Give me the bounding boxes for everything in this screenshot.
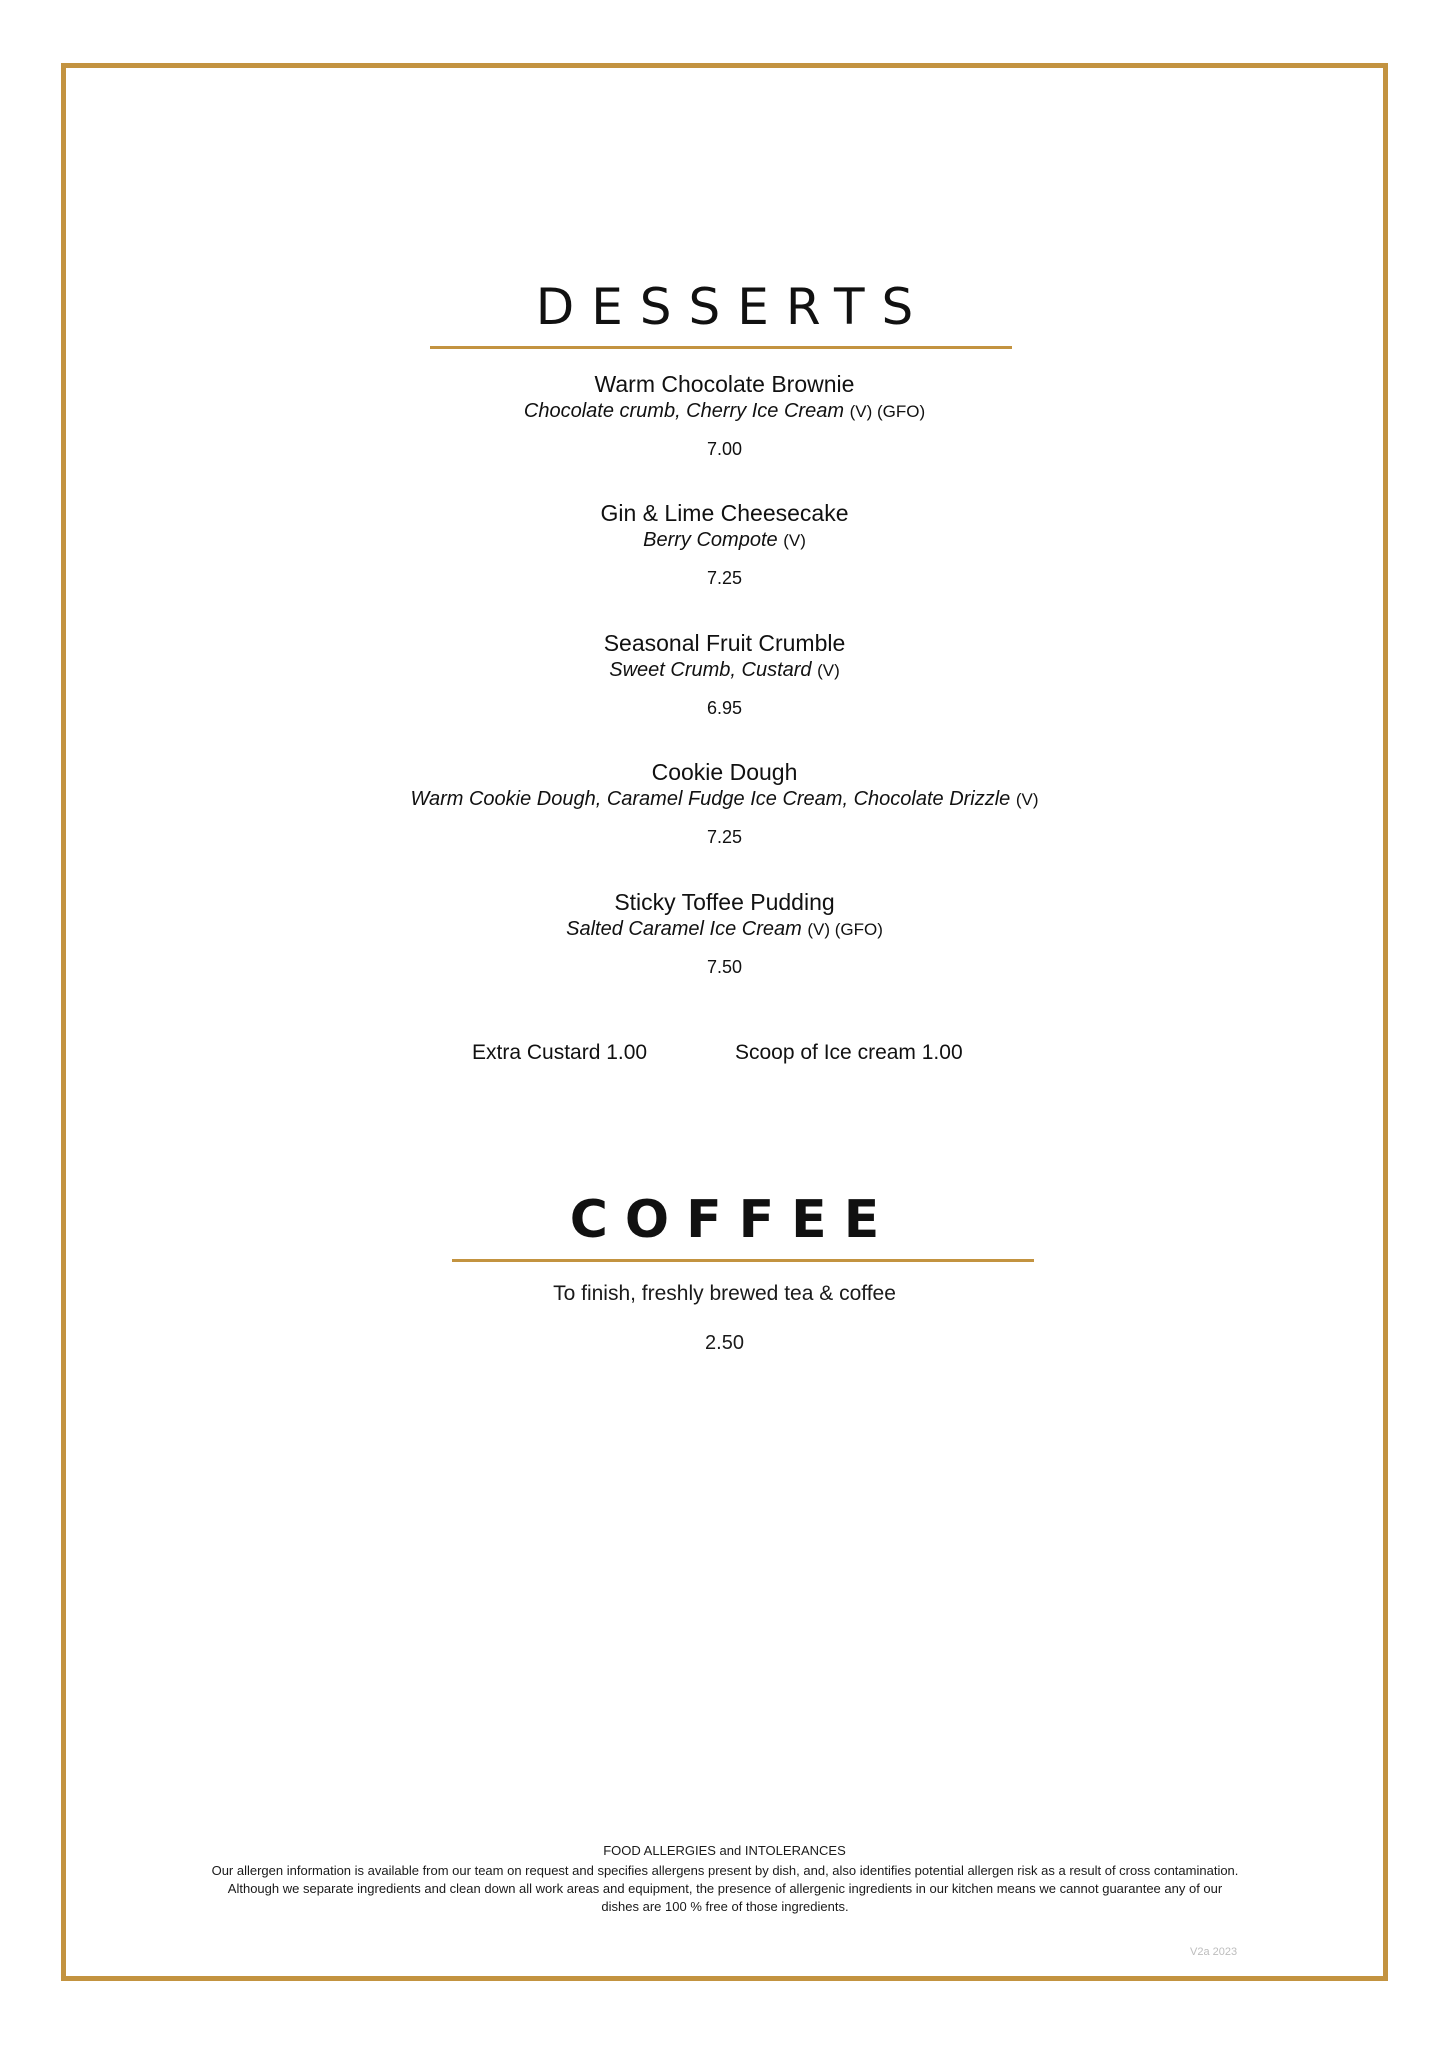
extra-ice-cream: Scoop of Ice cream 1.00 <box>735 1041 963 1064</box>
dessert-name: Gin & Lime Cheesecake <box>600 500 849 526</box>
dessert-item <box>0 370 1449 461</box>
dessert-item <box>0 629 1449 720</box>
dessert-name: Seasonal Fruit Crumble <box>603 630 846 656</box>
dessert-dietary-tags: (V) <box>783 531 806 550</box>
dessert-description <box>0 398 1449 425</box>
dessert-dietary-tags: (V) (GFO) <box>849 402 926 421</box>
extra-custard: Extra Custard 1.00 <box>472 1041 648 1064</box>
dessert-description-text: Sweet Crumb, Custard <box>609 659 812 681</box>
dessert-price: 7.25 <box>706 568 743 588</box>
page-border <box>61 63 1388 1981</box>
allergy-title: FOOD ALLERGIES and INTOLERANCES <box>603 1843 846 1858</box>
coffee-divider <box>452 1259 1034 1262</box>
dessert-price: 7.50 <box>706 957 743 977</box>
dessert-name: Cookie Dough <box>651 759 798 785</box>
dessert-description-text: Chocolate crumb, Cherry Ice Cream <box>523 400 844 422</box>
dessert-description-text: Berry Compote <box>643 529 778 551</box>
dessert-item <box>0 888 1449 979</box>
desserts-divider <box>430 346 1012 349</box>
dessert-description-text: Salted Caramel Ice Cream <box>566 918 802 940</box>
desserts-heading: DESSERTS <box>535 278 931 336</box>
dessert-description <box>0 657 1449 684</box>
allergy-notice: Our allergen information is available from our team on request and specifies allergens present by dish, and, also identifies potential allergen risk as a result of cross contamination. Although we separate ingredients and clean down all work areas and equipment, the presence of allergenic ingredients in our kitchen means we cannot guarantee any of our dishes are 100 % free of those ingredients. <box>211 1863 1239 1914</box>
dessert-description-text: Warm Cookie Dough, Caramel Fudge Ice Cream, Chocolate Drizzle <box>410 788 1011 810</box>
dessert-description <box>0 916 1449 943</box>
dessert-price: 7.25 <box>706 827 743 847</box>
dessert-dietary-tags: (V) <box>1015 790 1039 809</box>
dessert-description <box>0 786 1449 813</box>
coffee-price: 2.50 <box>705 1332 744 1354</box>
version-label: V2a 2023 <box>1190 1946 1238 1958</box>
dessert-dietary-tags: (V) (GFO) <box>807 920 883 939</box>
dessert-item <box>0 499 1449 590</box>
coffee-heading: COFFEE <box>569 1190 897 1250</box>
dessert-name: Sticky Toffee Pudding <box>614 889 835 915</box>
dessert-dietary-tags: (V) <box>817 661 840 680</box>
dessert-description <box>0 527 1449 554</box>
dessert-price: 6.95 <box>706 698 743 718</box>
dessert-item <box>0 758 1449 849</box>
coffee-description: To finish, freshly brewed tea & coffee <box>553 1282 896 1305</box>
dessert-name: Warm Chocolate Brownie <box>594 371 855 397</box>
dessert-price: 7.00 <box>706 439 743 459</box>
